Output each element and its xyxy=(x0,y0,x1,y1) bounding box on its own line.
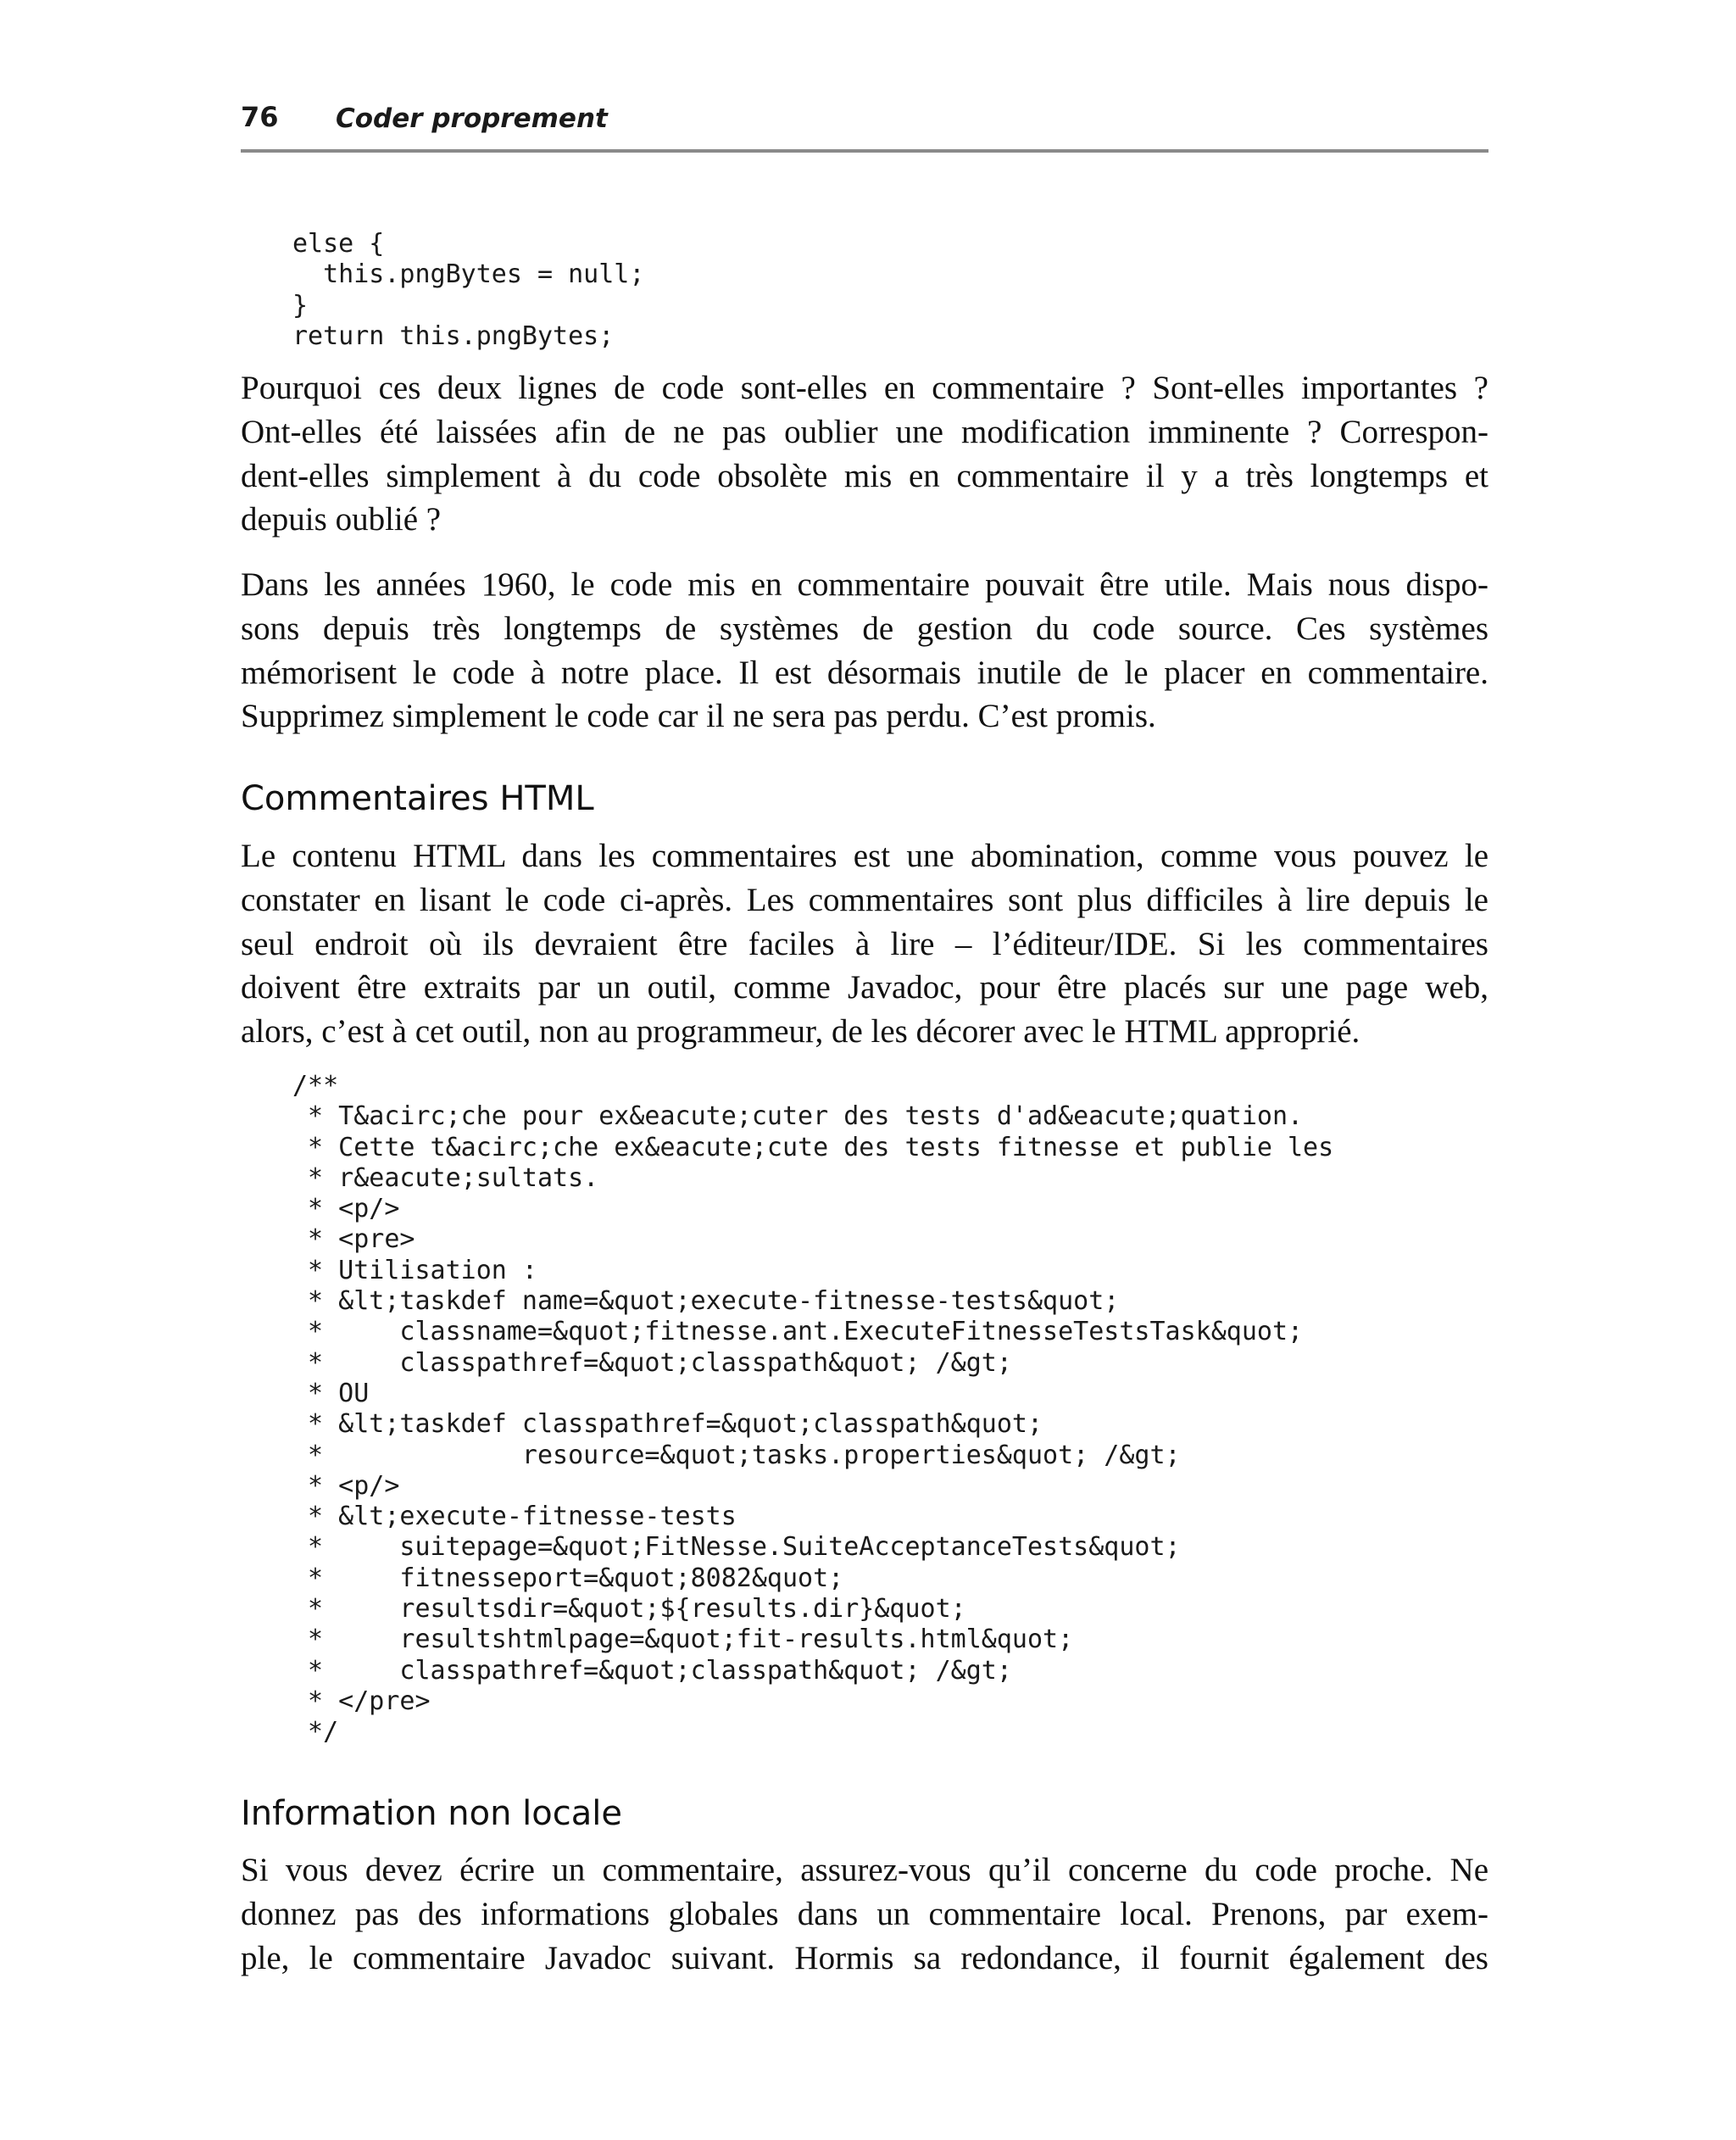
paragraph-line: Supprimez simplement le code car il ne sera pas perdu. C’est promis. xyxy=(241,698,1156,735)
running-header xyxy=(241,100,1488,134)
paragraph-line: donnez pas des informations globales dans un commentaire local. Prenons, par exem- xyxy=(241,1895,1488,1932)
paragraph-line: Dans les années 1960, le code mis en commentaire pouvait être utile. Mais nous dispo- xyxy=(241,566,1488,603)
page-number: 76 xyxy=(241,101,279,133)
paragraph-line: ple, le commentaire Javadoc suivant. Hormis sa redondance, il fournit également des xyxy=(241,1939,1488,1976)
section-heading-non-local-information: Information non locale xyxy=(241,1794,622,1833)
paragraph-line: seul endroit où ils devraient être faciles à lire – l’éditeur/IDE. Si les commentaires xyxy=(241,925,1488,962)
chapter-title: Coder proprement xyxy=(336,103,608,134)
paragraph-line: dent-elles simplement à du code obsolète mis en commentaire il y a très longtemps et xyxy=(241,457,1488,494)
paragraph-line: depuis oublié ? xyxy=(241,501,442,538)
paragraph-line: Pourquoi ces deux lignes de code sont-elles en commentaire ? Sont-elles importantes ? xyxy=(241,370,1488,406)
paragraph-line: alors, c’est à cet outil, non au programmeur, de les décorer avec le HTML approprié. xyxy=(241,1013,1360,1050)
section-heading-html-comments: Commentaires HTML xyxy=(241,779,594,818)
paragraph-line: mémorisent le code à notre place. Il est désormais inutile de le placer en commentaire. xyxy=(241,654,1488,691)
code-block-else: else { this.pngBytes = null; } return this.pngBytes; xyxy=(292,229,645,351)
paragraph-line: constater en lisant le code ci-après. Les commentaires sont plus difficiles à lire depuis le xyxy=(241,881,1488,918)
paragraph-line: Si vous devez écrire un commentaire, assurez-vous qu’il concerne du code proche. Ne xyxy=(241,1852,1488,1888)
paragraph-html-abomination xyxy=(241,834,1488,1054)
paragraph-line: Ont-elles été laissées afin de ne pas oublier une modification imminente ? Correspon- xyxy=(241,413,1488,450)
paragraph-line: sons depuis très longtemps de systèmes de gestion du code source. Ces systèmes xyxy=(241,610,1488,647)
paragraph-commented-code-questions xyxy=(241,366,1488,542)
paragraph-source-control xyxy=(241,563,1488,738)
paragraph-non-local xyxy=(241,1848,1488,1980)
paragraph-line: Le contenu HTML dans les commentaires est une abomination, comme vous pouvez le xyxy=(241,838,1488,874)
paragraph-line: doivent être extraits par un outil, comme Javadoc, pour être placés sur une page web, xyxy=(241,969,1488,1006)
code-block-javadoc-html: /** * T&acirc;che pour ex&eacute;cuter des tests d'ad&eacute;quation. * Cette t&acirc;che ex&eacute;cute des tests fitnesse et publie les * r&eacute;sultats. * <p/> * <pre> * Utilisation : * &lt;taskdef name=&quot;execute-fitnesse-tests&quot; * classname=&quot;fitnesse.ant.ExecuteFitnesseTestsTask&quot; * classpathref=&quot;classpath&quot; /&gt; * OU * &lt;taskdef classpathref=&quot;classpath&quot; * resource=&quot;tasks.properties&quot; /&gt; * <p/> * &lt;execute-fitnesse-tests * suitepage=&quot;FitNesse.SuiteAcceptanceTests&quot; * fitnesseport=&quot;8082&quot; * resultsdir=&quot;${results.dir}&quot; * resultshtmlpage=&quot;fit-results.html&quot; * classpathref=&quot;classpath&quot; /&gt; * </pre> */ xyxy=(292,1071,1334,1747)
header-rule xyxy=(241,149,1488,153)
